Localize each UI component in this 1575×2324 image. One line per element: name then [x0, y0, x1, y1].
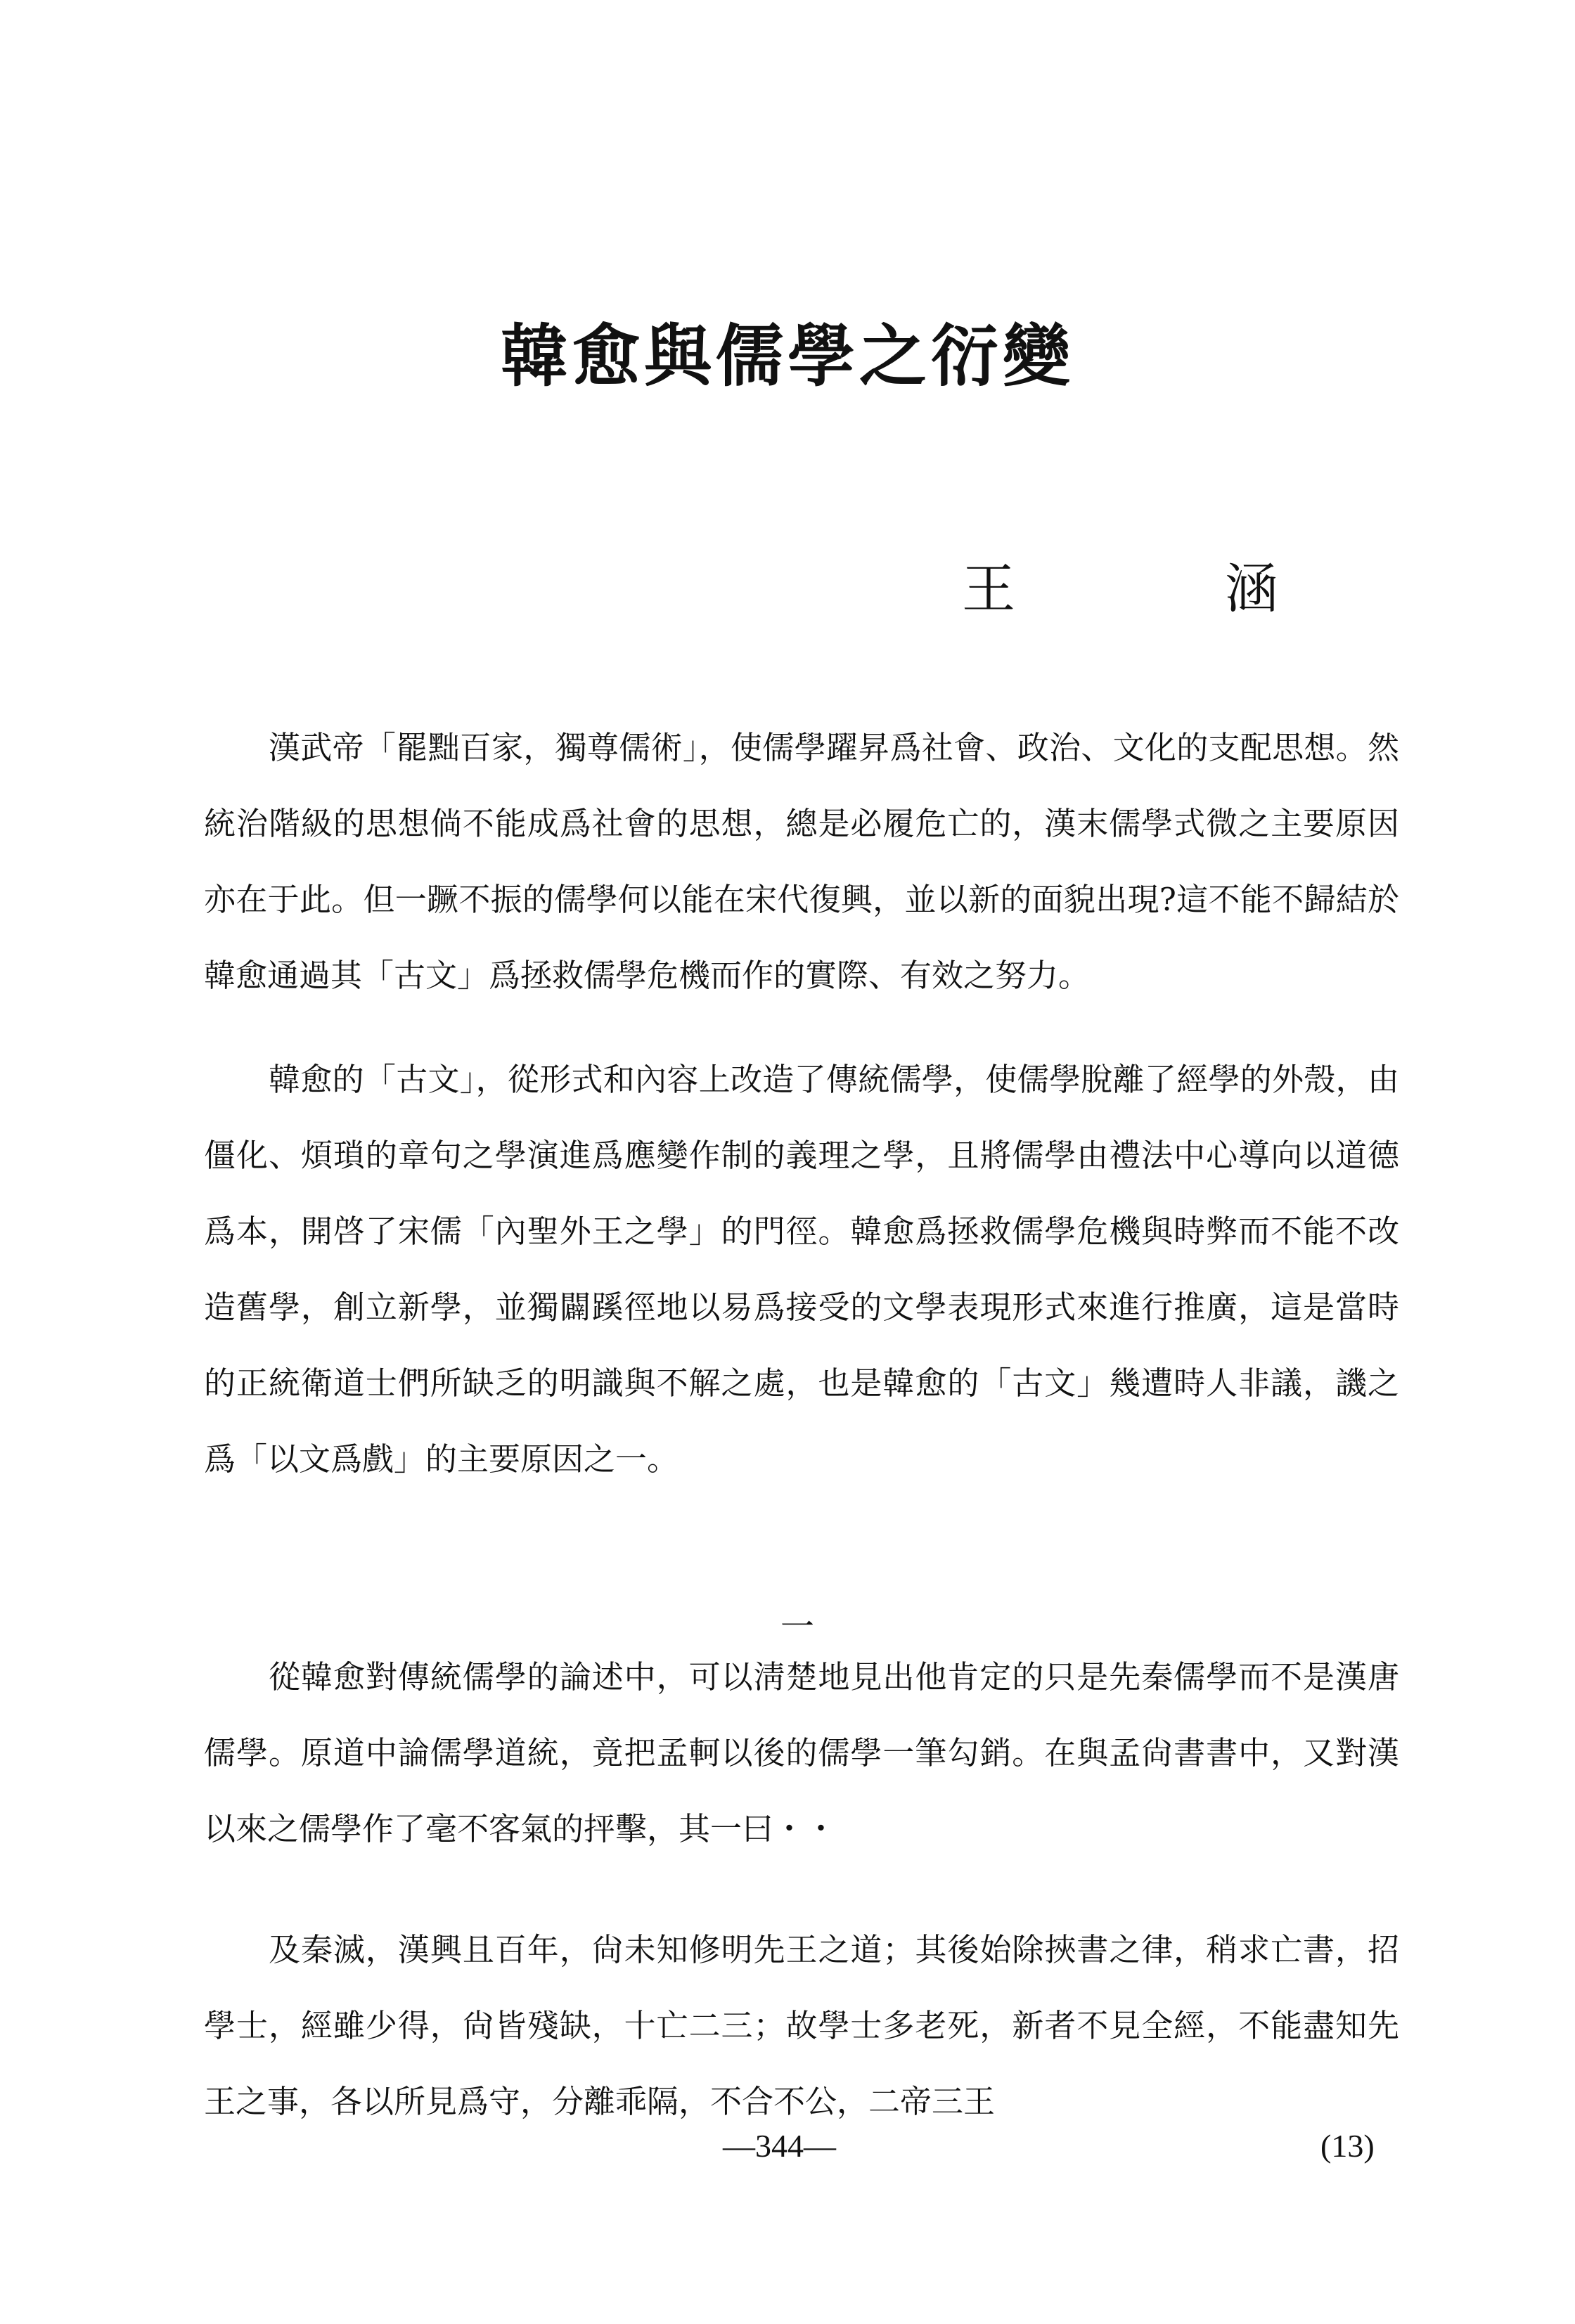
section-paragraph: 從韓愈對傳統儒學的論述中，可以淸楚地見出他肯定的只是先秦儒學而不是漢唐儒學。原道中論儒學道統，竟把孟軻以後的儒學一筆勾銷。在與孟尙書書中，又對漢以來之儒學作了毫不客氣的抨擊，其一曰・・	[204, 1658, 1399, 1847]
author-name-last: 涵	[1225, 557, 1278, 620]
quotation-block: 及秦滅，漢興且百年，尙未知修明先王之道；其後始除挾書之律，稍求亡書，招學士，經雖少得，尙皆殘缺，十亡二三；故學士多老死，新者不見全經，不能盡知先王之事，各以所見爲守，分離乖隔，不合不公，二帝三王	[204, 1931, 1399, 2120]
author-name-first: 王	[962, 557, 1015, 620]
intro-paragraph-1: 漢武帝「罷黜百家，獨尊儒術」，使儒學躍昇爲社會、政治、文化的支配思想。然統治階級的思想倘不能成爲社會的思想，總是必履危亡的，漢末儒學式微之主要原因亦在于此。但一蹶不振的儒學何以能在宋代復興，並以新的面貌出現?這不能不歸結於韓愈通過其「古文」爲拯救儒學危機而作的實際、有效之努力。	[204, 729, 1399, 994]
section-number: 一	[780, 1607, 815, 1646]
sequence-number: (13)	[1320, 2128, 1375, 2164]
intro-paragraph-2: 韓愈的「古文」，從形式和內容上改造了傳統儒學，使儒學脫離了經學的外殼，由僵化、煩瑣的章句之學演進爲應變作制的義理之學，且將儒學由禮法中心導向以道德爲本，開啓了宋儒「內聖外王之學」的門徑。韓愈爲拯救儒學危機與時弊而不能不改造舊學，創立新學，並獨闢蹊徑地以易爲接受的文學表現形式來進行推廣，這是當時的正統衛道士們所缺乏的明識與不解之處，也是韓愈的「古文」幾遭時人非議，譏之爲「以文爲戲」的主要原因之一。	[204, 1061, 1399, 1478]
page-number: —344—	[723, 2128, 836, 2164]
article-title: 韓愈與儒學之衍變	[501, 316, 1074, 396]
